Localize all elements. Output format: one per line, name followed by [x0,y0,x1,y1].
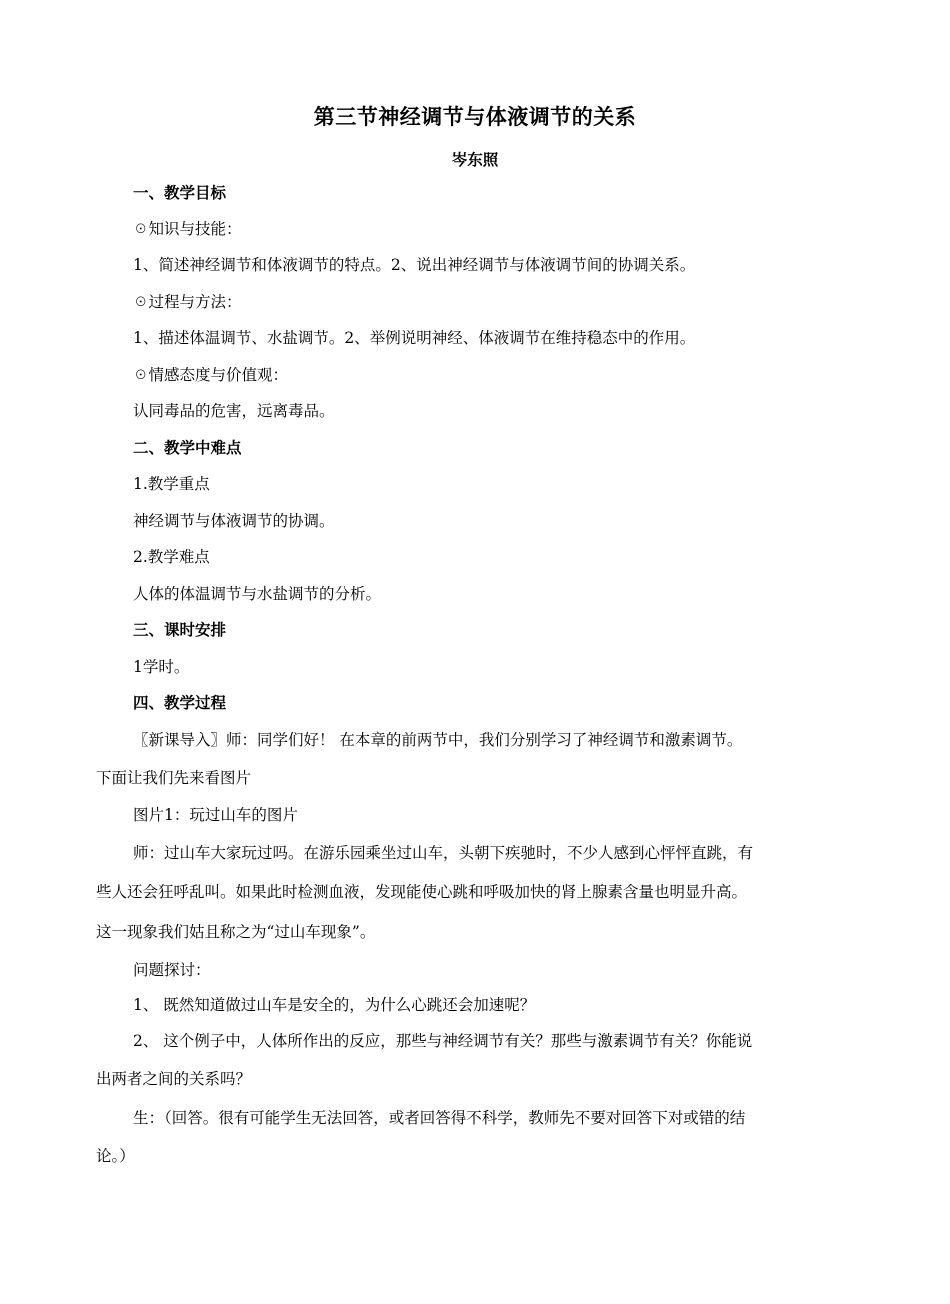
objective-emotion-label: ☉情感态度与价值观： [133,366,289,384]
document-title: 第三节神经调节与体液调节的关系 [313,105,637,129]
question-1: 1、 既然知道做过山车是安全的，为什么心跳还会加速呢？ [133,996,536,1014]
student-line-2: 论。） [96,1147,135,1165]
difficulty-label: 2.教学难点 [133,548,210,566]
objective-process-text: 1、描述体温调节、水盐调节。2、举例说明神经、体液调节在维持稳态中的作用。 [133,329,696,347]
picture-caption: 图片1：玩过山车的图片 [133,806,298,824]
teacher-line-1: 师：过山车大家玩过吗。在游乐园乘坐过山车，头朝下疾驰时，不少人感到心怦怦直跳，有 [133,844,754,862]
document-author: 岑东照 [451,151,499,169]
objective-knowledge-text: 1、简述神经调节和体液调节的特点。2、说出神经调节与体液调节间的协调关系。 [133,256,696,274]
hours-text: 1学时。 [133,658,190,676]
teacher-line-2: 些人还会狂呼乱叫。如果此时检测血液，发现能使心跳和呼吸加快的肾上腺素含量也明显升高。 [96,883,748,901]
teacher-line-3: 这一现象我们姑且称之为“过山车现象”。 [96,923,376,941]
objective-emotion-text: 认同毒品的危害，远离毒品。 [133,402,335,420]
section-heading-key-difficult: 二、教学中难点 [133,439,242,457]
objective-process-label: ☉过程与方法： [133,293,242,311]
question-2-line-2: 出两者之间的关系吗？ [96,1070,252,1088]
objective-knowledge-label: ☉知识与技能： [133,220,242,238]
intro-line-1: 〖新课导入〗师：同学们好！ 在本章的前两节中，我们分别学习了神经调节和激素调节。 [133,731,743,749]
difficulty-text: 人体的体温调节与水盐调节的分析。 [133,585,382,603]
key-point-label: 1.教学重点 [133,475,210,493]
section-heading-objectives: 一、教学目标 [133,184,227,202]
intro-line-2: 下面让我们先来看图片 [96,769,252,787]
section-heading-process: 四、教学过程 [133,694,227,712]
question-label: 问题探讨： [133,961,211,979]
section-heading-schedule: 三、课时安排 [133,621,227,639]
question-2-line-1: 2、 这个例子中，人体所作出的反应，那些与神经调节有关？那些与激素调节有关？你能说 [133,1032,753,1050]
key-point-text: 神经调节与体液调节的协调。 [133,512,335,530]
student-line-1: 生：（回答。很有可能学生无法回答，或者回答得不科学，教师先不要对回答下对或错的结 [133,1109,746,1127]
